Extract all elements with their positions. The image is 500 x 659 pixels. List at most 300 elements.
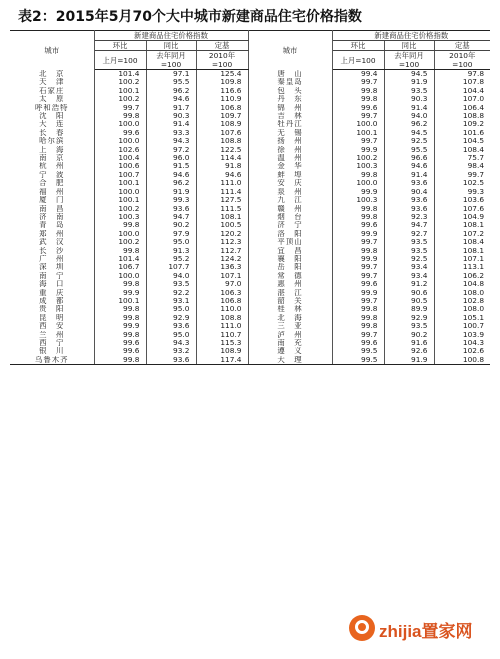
- cell-yoy-right: 90.2: [384, 331, 434, 339]
- cell-yoy-left: 97.9: [146, 230, 196, 238]
- table-row: [10, 314, 490, 322]
- col-sub-mom-left: 上月=100: [94, 51, 146, 70]
- cell-base-left: 106.8: [196, 104, 248, 112]
- cell-mom-left: 100.4: [94, 154, 146, 162]
- cell-mom-right: 99.7: [332, 297, 384, 305]
- table-row: [10, 78, 490, 86]
- cell-city-left: 北 京: [10, 70, 94, 79]
- cell-mom-right: 99.8: [332, 322, 384, 330]
- cell-mom-right: 100.1: [332, 129, 384, 137]
- cell-city-left: 大 连: [10, 120, 94, 128]
- cell-yoy-right: 95.5: [384, 146, 434, 154]
- cell-mom-right: 99.6: [332, 221, 384, 229]
- cell-mom-right: 99.6: [332, 280, 384, 288]
- cell-city-right: 烟 台: [248, 213, 332, 221]
- col-header-city-right: 城市: [248, 31, 332, 70]
- watermark-logo: [345, 609, 485, 649]
- cell-city-right: 锦 州: [248, 104, 332, 112]
- cell-yoy-left: 93.6: [146, 356, 196, 365]
- cell-yoy-left: 93.5: [146, 280, 196, 288]
- cell-city-left: 乌鲁木齐: [10, 356, 94, 365]
- col-sub-base-left: 2010年 =100: [196, 51, 248, 70]
- cell-city-right: 安 庆: [248, 179, 332, 187]
- cell-city-right: 泉 州: [248, 188, 332, 196]
- cell-mom-right: 99.8: [332, 171, 384, 179]
- cell-base-left: 108.9: [196, 120, 248, 128]
- cell-base-right: 103.9: [462, 330, 485, 339]
- cell-base-right: 104.8: [462, 280, 485, 289]
- cell-mom-left: 99.6: [94, 339, 146, 347]
- cell-base-right: 108.4: [462, 145, 485, 154]
- cell-city-right: 湛 江: [248, 289, 332, 297]
- cell-mom-left: 99.6: [94, 129, 146, 137]
- cell-mom-right: 99.6: [332, 339, 384, 347]
- table-row: [10, 87, 490, 95]
- cell-city-left: 广 州: [10, 255, 94, 263]
- cell-city-left: 厦 门: [10, 196, 94, 204]
- cell-city-left: 福 州: [10, 188, 94, 196]
- cell-city-right: 秦皇岛: [248, 78, 332, 86]
- cell-base-left: 106.3: [196, 289, 248, 297]
- col-header-yoy-right: 同比: [384, 41, 434, 51]
- cell-mom-right: 99.8: [332, 205, 384, 213]
- cell-yoy-left: 95.0: [146, 331, 196, 339]
- table-row: [10, 154, 490, 162]
- cell-base-left: 122.5: [196, 146, 248, 154]
- cell-mom-left: 100.0: [94, 272, 146, 280]
- cell-base-left: 127.5: [196, 196, 248, 204]
- cell-city-left: 青 岛: [10, 221, 94, 229]
- cell-city-right: 北 海: [248, 314, 332, 322]
- cell-city-left: 昆 明: [10, 314, 94, 322]
- cell-base-left: 109.8: [196, 78, 248, 86]
- cell-city-right: 大 理: [248, 356, 332, 365]
- cell-city-right: 扬 州: [248, 137, 332, 145]
- cell-city-left: 海 口: [10, 280, 94, 288]
- cell-yoy-left: 90.3: [146, 112, 196, 120]
- cell-base-right: 108.1: [462, 221, 485, 230]
- cell-mom-right: 99.6: [332, 104, 384, 112]
- table-row: [10, 289, 490, 297]
- cell-mom-right: 99.8: [332, 95, 384, 103]
- table-row: [10, 137, 490, 145]
- price-index-table: [10, 30, 490, 365]
- col-sub-mom-right: 上月=100: [332, 51, 384, 70]
- cell-mom-left: 106.7: [94, 263, 146, 271]
- cell-city-left: 武 汉: [10, 238, 94, 246]
- table-row: [10, 120, 490, 128]
- cell-base-left: 110.0: [196, 305, 248, 313]
- cell-mom-left: 100.7: [94, 171, 146, 179]
- cell-base-right: 107.0: [462, 95, 485, 104]
- cell-yoy-right: 93.4: [384, 272, 434, 280]
- cell-mom-right: 99.9: [332, 188, 384, 196]
- cell-base-right: 102.8: [462, 296, 485, 305]
- table-row: [10, 322, 490, 330]
- cell-city-right: 韶 关: [248, 297, 332, 305]
- cell-city-left: 南 昌: [10, 205, 94, 213]
- cell-mom-right: 99.8: [332, 213, 384, 221]
- cell-yoy-left: 91.5: [146, 162, 196, 170]
- cell-base-left: 109.7: [196, 112, 248, 120]
- cell-city-right: 岳 阳: [248, 263, 332, 271]
- cell-base-left: 110.9: [196, 95, 248, 103]
- table-title: 表2：2015年5月70个大中城市新建商品住宅价格指数: [18, 9, 362, 25]
- cell-yoy-right: 94.6: [384, 162, 434, 170]
- cell-mom-right: 100.3: [332, 196, 384, 204]
- col-header-base-right: 定基: [434, 41, 490, 51]
- cell-mom-left: 99.9: [94, 322, 146, 330]
- cell-yoy-left: 99.3: [146, 196, 196, 204]
- cell-yoy-left: 91.9: [146, 188, 196, 196]
- cell-yoy-right: 91.9: [384, 356, 434, 365]
- cell-base-right: 75.7: [467, 154, 485, 163]
- cell-mom-left: 100.0: [94, 120, 146, 128]
- cell-yoy-left: 95.0: [146, 238, 196, 246]
- cell-base-right: 99.7: [467, 170, 485, 179]
- cell-yoy-left: 91.4: [146, 120, 196, 128]
- cell-base-left: 108.1: [196, 213, 248, 221]
- cell-yoy-left: 107.7: [146, 263, 196, 271]
- cell-yoy-right: 92.3: [384, 213, 434, 221]
- cell-city-left: 合 肥: [10, 179, 94, 187]
- cell-yoy-right: 93.5: [384, 322, 434, 330]
- cell-mom-right: 99.7: [332, 331, 384, 339]
- cell-yoy-left: 94.6: [146, 95, 196, 103]
- cell-mom-right: 99.7: [332, 238, 384, 246]
- cell-base-left: 94.6: [196, 171, 248, 179]
- cell-yoy-right: 94.5: [384, 70, 434, 79]
- cell-base-left: 108.8: [196, 314, 248, 322]
- table-row: [10, 95, 490, 103]
- cell-mom-left: 101.4: [94, 70, 146, 79]
- cell-city-right: 襄 阳: [248, 255, 332, 263]
- cell-mom-right: 100.3: [332, 162, 384, 170]
- cell-mom-right: 99.8: [332, 314, 384, 322]
- cell-base-right: 102.6: [462, 347, 485, 356]
- cell-base-left: 114.4: [196, 154, 248, 162]
- cell-base-right: 107.8: [462, 78, 485, 87]
- cell-mom-left: 100.0: [94, 137, 146, 145]
- cell-city-left: 深 圳: [10, 263, 94, 271]
- table-row: [10, 171, 490, 179]
- cell-mom-right: 100.0: [332, 120, 384, 128]
- cell-base-left: 116.6: [196, 87, 248, 95]
- cell-mom-left: 100.2: [94, 78, 146, 86]
- cell-yoy-right: 90.4: [384, 188, 434, 196]
- cell-yoy-left: 93.6: [146, 205, 196, 213]
- cell-yoy-left: 97.2: [146, 146, 196, 154]
- cell-city-right: 九 江: [248, 196, 332, 204]
- cell-mom-right: 99.8: [332, 87, 384, 95]
- cell-city-right: 宜 昌: [248, 247, 332, 255]
- cell-yoy-right: 92.6: [384, 347, 434, 355]
- cell-yoy-right: 94.5: [384, 129, 434, 137]
- cell-mom-left: 99.8: [94, 356, 146, 365]
- cell-yoy-left: 95.2: [146, 255, 196, 263]
- cell-base-left: 108.9: [196, 347, 248, 355]
- cell-city-right: 平顶山: [248, 238, 332, 246]
- cell-mom-left: 100.1: [94, 87, 146, 95]
- cell-city-left: 银 川: [10, 347, 94, 355]
- cell-yoy-right: 92.5: [384, 255, 434, 263]
- table-row: [10, 112, 490, 120]
- table-row: [10, 272, 490, 280]
- cell-yoy-left: 94.3: [146, 137, 196, 145]
- table-row: [10, 356, 490, 365]
- cell-yoy-left: 94.7: [146, 213, 196, 221]
- cell-base-left: 100.5: [196, 221, 248, 229]
- cell-mom-left: 100.1: [94, 297, 146, 305]
- cell-mom-left: 99.8: [94, 247, 146, 255]
- cell-yoy-left: 95.5: [146, 78, 196, 86]
- cell-mom-left: 102.6: [94, 146, 146, 154]
- cell-base-left: 124.2: [196, 255, 248, 263]
- cell-yoy-right: 92.5: [384, 137, 434, 145]
- cell-mom-right: 100.2: [332, 154, 384, 162]
- cell-mom-left: 100.0: [94, 230, 146, 238]
- col-header-city-left: 城市: [10, 31, 94, 70]
- col-header-mom-right: 环比: [332, 41, 384, 51]
- cell-yoy-right: 91.4: [384, 171, 434, 179]
- cell-city-right: 济 宁: [248, 221, 332, 229]
- cell-base-left: 112.3: [196, 238, 248, 246]
- cell-city-right: 金 华: [248, 162, 332, 170]
- col-header-base-left: 定基: [196, 41, 248, 51]
- cell-city-right: 蚌 埠: [248, 171, 332, 179]
- cell-yoy-right: 91.6: [384, 339, 434, 347]
- cell-city-left: 南 京: [10, 154, 94, 162]
- cell-yoy-right: 89.9: [384, 305, 434, 313]
- cell-mom-right: 99.5: [332, 347, 384, 355]
- cell-yoy-right: 94.0: [384, 112, 434, 120]
- cell-yoy-left: 96.2: [146, 179, 196, 187]
- cell-mom-left: 100.1: [94, 196, 146, 204]
- cell-city-left: 重 庆: [10, 289, 94, 297]
- cell-base-right: 109.2: [462, 120, 485, 129]
- cell-yoy-left: 96.0: [146, 154, 196, 162]
- cell-city-left: 呼和浩特: [10, 104, 94, 112]
- cell-mom-right: 99.9: [332, 255, 384, 263]
- table-row: [10, 188, 490, 196]
- cell-city-left: 长 春: [10, 129, 94, 137]
- cell-mom-left: 101.4: [94, 255, 146, 263]
- cell-base-right: 106.2: [462, 271, 485, 280]
- table-row: [10, 280, 490, 288]
- cell-mom-left: 99.6: [94, 347, 146, 355]
- cell-base-left: 106.8: [196, 297, 248, 305]
- table-row: [10, 196, 490, 204]
- cell-city-left: 天 津: [10, 78, 94, 86]
- cell-yoy-right: 90.3: [384, 95, 434, 103]
- cell-mom-left: 100.2: [94, 238, 146, 246]
- cell-city-right: 徐 州: [248, 146, 332, 154]
- col-sub-base-right: 2010年 =100: [434, 51, 490, 70]
- cell-base-left: 112.7: [196, 247, 248, 255]
- watermark-text-label: zhijia置家网: [379, 622, 473, 641]
- cell-base-left: 107.1: [196, 272, 248, 280]
- cell-yoy-left: 94.6: [146, 171, 196, 179]
- col-header-group-right: 新建商品住宅价格指数: [332, 31, 490, 41]
- table-row: [10, 347, 490, 355]
- cell-base-left: 120.2: [196, 230, 248, 238]
- watermark-text: [379, 617, 473, 642]
- cell-yoy-right: 93.6: [384, 205, 434, 213]
- col-sub-yoy-left: 去年同月 =100: [146, 51, 196, 70]
- cell-yoy-right: 90.5: [384, 297, 434, 305]
- cell-yoy-right: 93.5: [384, 87, 434, 95]
- cell-yoy-right: 91.4: [384, 104, 434, 112]
- cell-mom-right: 99.7: [332, 272, 384, 280]
- table-row: [10, 162, 490, 170]
- table-row: [10, 179, 490, 187]
- cell-city-left: 郑 州: [10, 230, 94, 238]
- table-row: [10, 230, 490, 238]
- cell-yoy-left: 97.1: [146, 70, 196, 79]
- cell-base-right: 107.2: [462, 229, 485, 238]
- cell-city-left: 西 安: [10, 322, 94, 330]
- cell-base-left: 110.7: [196, 331, 248, 339]
- cell-base-right: 105.1: [462, 313, 485, 322]
- cell-base-left: 117.4: [196, 356, 248, 365]
- table-row: [10, 238, 490, 246]
- cell-mom-right: 99.9: [332, 230, 384, 238]
- cell-mom-left: 99.8: [94, 331, 146, 339]
- cell-city-left: 南 宁: [10, 272, 94, 280]
- cell-base-left: 111.0: [196, 179, 248, 187]
- cell-mom-left: 99.8: [94, 305, 146, 313]
- col-header-group-left: 新建商品住宅价格指数: [94, 31, 248, 41]
- cell-base-right: 104.9: [462, 212, 485, 221]
- cell-mom-right: 99.7: [332, 112, 384, 120]
- cell-city-right: 遵 义: [248, 347, 332, 355]
- col-header-yoy-left: 同比: [146, 41, 196, 51]
- table-row: [10, 221, 490, 229]
- cell-city-right: 常 德: [248, 272, 332, 280]
- cell-mom-left: 100.2: [94, 95, 146, 103]
- table-body: [10, 70, 490, 365]
- cell-yoy-left: 93.1: [146, 297, 196, 305]
- cell-base-right: 98.4: [467, 162, 485, 171]
- table-row: [10, 213, 490, 221]
- cell-city-left: 兰 州: [10, 331, 94, 339]
- cell-city-left: 沈 阳: [10, 112, 94, 120]
- cell-yoy-left: 95.0: [146, 305, 196, 313]
- cell-city-right: 赣 州: [248, 205, 332, 213]
- table-row: [10, 255, 490, 263]
- table-row: [10, 305, 490, 313]
- table-row: [10, 70, 490, 79]
- cell-base-right: 108.0: [462, 288, 485, 297]
- cell-mom-left: 100.3: [94, 213, 146, 221]
- cell-yoy-right: 93.5: [384, 247, 434, 255]
- cell-base-right: 107.6: [462, 204, 485, 213]
- cell-city-right: 无 锡: [248, 129, 332, 137]
- cell-city-left: 太 原: [10, 95, 94, 103]
- cell-base-right: 100.8: [434, 356, 490, 365]
- cell-mom-right: 99.7: [332, 78, 384, 86]
- cell-mom-right: 99.9: [332, 289, 384, 297]
- cell-city-right: 三 亚: [248, 322, 332, 330]
- table-row: [10, 263, 490, 271]
- cell-city-left: 宁 波: [10, 171, 94, 179]
- cell-base-right: 101.6: [462, 128, 485, 137]
- cell-base-right: 108.1: [462, 246, 485, 255]
- cell-mom-left: 99.8: [94, 314, 146, 322]
- cell-city-left: 杭 州: [10, 162, 94, 170]
- cell-city-right: 丹 东: [248, 95, 332, 103]
- cell-city-right: 温 州: [248, 154, 332, 162]
- cell-yoy-right: 90.6: [384, 289, 434, 297]
- cell-city-right: 牡丹江: [248, 120, 332, 128]
- table-row: [10, 104, 490, 112]
- cell-mom-left: 99.8: [94, 221, 146, 229]
- col-sub-yoy-right: 去年同月 =100: [384, 51, 434, 70]
- cell-yoy-left: 90.2: [146, 221, 196, 229]
- cell-yoy-left: 92.9: [146, 314, 196, 322]
- cell-base-left: 108.8: [196, 137, 248, 145]
- cell-mom-left: 100.2: [94, 205, 146, 213]
- cell-yoy-left: 93.2: [146, 347, 196, 355]
- cell-city-left: 成 都: [10, 297, 94, 305]
- cell-yoy-left: 96.2: [146, 87, 196, 95]
- cell-yoy-right: 91.9: [384, 78, 434, 86]
- cell-yoy-right: 93.6: [384, 196, 434, 204]
- cell-city-left: 石家庄: [10, 87, 94, 95]
- cell-city-right: 包 头: [248, 87, 332, 95]
- cell-mom-right: 99.7: [332, 137, 384, 145]
- cell-mom-left: 99.9: [94, 289, 146, 297]
- table-row: [10, 205, 490, 213]
- cell-base-left: 115.3: [196, 339, 248, 347]
- cell-mom-left: 100.0: [94, 188, 146, 196]
- cell-yoy-right: 91.2: [384, 280, 434, 288]
- cell-base-right: 99.3: [467, 187, 485, 196]
- cell-base-left: 107.6: [196, 129, 248, 137]
- cell-yoy-left: 94.0: [146, 272, 196, 280]
- cell-base-left: 136.3: [196, 263, 248, 271]
- cell-yoy-right: 93.5: [384, 238, 434, 246]
- cell-base-right: 108.0: [462, 305, 485, 314]
- cell-yoy-right: 96.6: [384, 154, 434, 162]
- cell-city-right: 唐 山: [248, 70, 332, 79]
- cell-base-right: 113.1: [462, 263, 485, 272]
- cell-base-left: 111.0: [196, 322, 248, 330]
- cell-mom-left: 100.6: [94, 162, 146, 170]
- table-row: [10, 297, 490, 305]
- cell-base-right: 108.4: [462, 238, 485, 247]
- cell-yoy-left: 92.2: [146, 289, 196, 297]
- cell-yoy-left: 93.3: [146, 129, 196, 137]
- cell-mom-left: 99.7: [94, 104, 146, 112]
- cell-base-right: 106.4: [462, 103, 485, 112]
- cell-yoy-left: 91.7: [146, 104, 196, 112]
- cell-city-left: 长 沙: [10, 247, 94, 255]
- cell-city-right: 惠 州: [248, 280, 332, 288]
- cell-mom-left: 100.1: [94, 179, 146, 187]
- cell-city-left: 上 海: [10, 146, 94, 154]
- cell-city-right: 吉 林: [248, 112, 332, 120]
- cell-yoy-right: 92.9: [384, 314, 434, 322]
- cell-yoy-left: 91.3: [146, 247, 196, 255]
- cell-base-right: 104.3: [462, 339, 485, 347]
- cell-base-right: 100.7: [462, 322, 485, 331]
- cell-city-right: 南 充: [248, 339, 332, 347]
- table-row: [10, 146, 490, 154]
- cell-base-right: 97.8: [467, 69, 485, 78]
- cell-yoy-right: 94.7: [384, 221, 434, 229]
- col-header-mom-left: 环比: [94, 41, 146, 51]
